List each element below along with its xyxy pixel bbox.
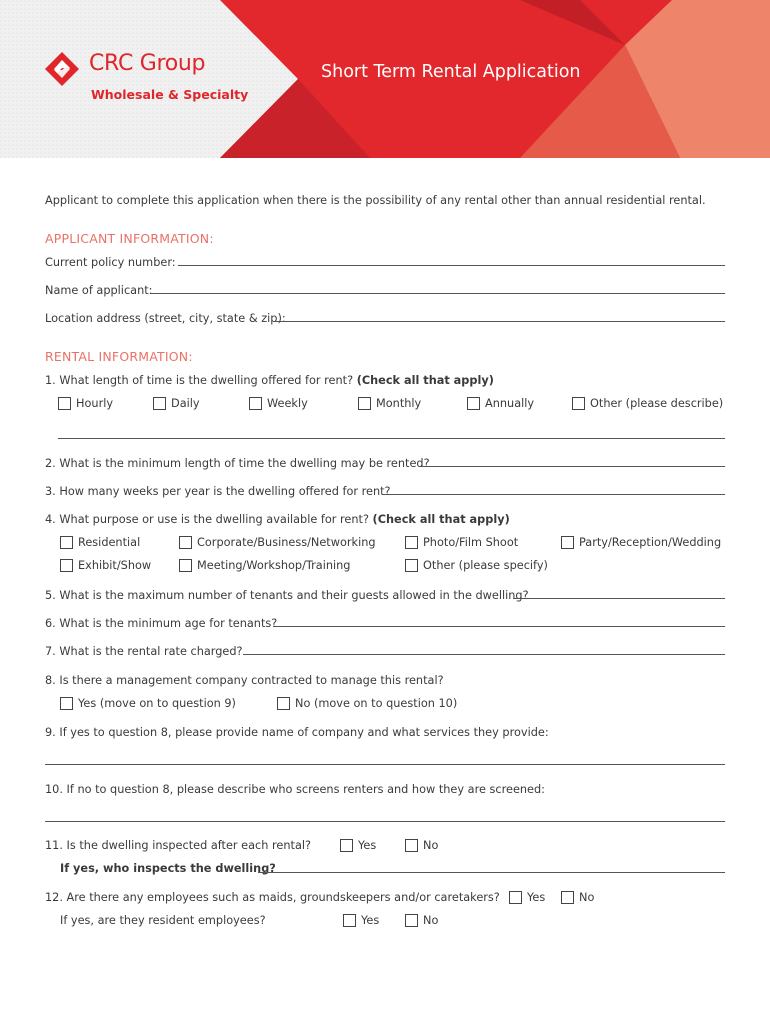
q11-text: 11. Is the dwelling inspected after each rental? (45, 839, 311, 852)
q11-yes-checkbox[interactable] (340, 839, 353, 852)
q11-inspector-field[interactable] (258, 872, 725, 873)
q1-daily-label: Daily (171, 397, 200, 410)
q2-answer-field[interactable] (419, 466, 725, 467)
applicant-name-label: Name of applicant: (45, 284, 153, 297)
q12-no-checkbox[interactable] (561, 891, 574, 904)
q4-photo-film-checkbox[interactable] (405, 536, 418, 549)
q4-corporate-label: Corporate/Business/Networking (197, 536, 376, 549)
q1-hourly-checkbox[interactable] (58, 397, 71, 410)
q10-text: 10. If no to question 8, please describe who screens renters and how they are screened: (45, 783, 545, 796)
q11-followup-text: If yes, who inspects the dwelling? (60, 862, 276, 875)
q12-text: 12. Are there any employees such as maids, groundskeepers and/or caretakers? (45, 891, 500, 904)
q9-text: 9. If yes to question 8, please provide name of company and what services they provide: (45, 726, 549, 739)
q4-other-checkbox[interactable] (405, 559, 418, 572)
q8-yes-label: Yes (move on to question 9) (78, 697, 236, 710)
q1-weekly-checkbox[interactable] (249, 397, 262, 410)
q8-no-checkbox[interactable] (277, 697, 290, 710)
q2-text: 2. What is the minimum length of time the dwelling may be rented? (45, 457, 430, 470)
q12-yes-checkbox[interactable] (509, 891, 522, 904)
q4-exhibit-label: Exhibit/Show (78, 559, 152, 572)
q4-exhibit-checkbox[interactable] (60, 559, 73, 572)
intro-text: Applicant to complete this application when there is the possibility of any rental other than annual residential rental. (45, 194, 706, 207)
q7-text: 7. What is the rental rate charged? (45, 645, 243, 658)
q4-hint: (Check all that apply) (372, 513, 510, 526)
location-address-field[interactable] (275, 321, 725, 322)
q4-text (45, 513, 510, 527)
q12-followup-text: If yes, are they resident employees? (60, 914, 266, 927)
q1-annually-label: Annually (485, 397, 535, 410)
header-banner (0, 0, 770, 158)
q3-text: 3. How many weeks per year is the dwelling offered for rent? (45, 485, 391, 498)
q4-residential-label: Residential (78, 536, 141, 549)
q1-other-description-field[interactable] (58, 438, 725, 439)
q5-text: 5. What is the maximum number of tenants and their guests allowed in the dwelling? (45, 589, 529, 602)
q1-other-checkbox[interactable] (572, 397, 585, 410)
brand-subtitle: Wholesale & Specialty (91, 87, 249, 102)
q12-resident-no-checkbox[interactable] (405, 914, 418, 927)
brand-logo (45, 51, 249, 112)
q4-question: 4. What purpose or use is the dwelling available for rent? (45, 513, 369, 526)
policy-number-label: Current policy number: (45, 256, 176, 269)
brand-name: CRC Group (89, 51, 206, 76)
q1-text (45, 374, 494, 388)
q1-other-label: Other (please describe) (590, 397, 724, 410)
q12-resident-no-label: No (423, 914, 439, 927)
q9-answer-field[interactable] (45, 764, 725, 765)
location-address-label: Location address (street, city, state & zip): (45, 312, 286, 325)
crc-logo-icon (45, 52, 79, 86)
q1-annually-checkbox[interactable] (467, 397, 480, 410)
q3-answer-field[interactable] (383, 494, 725, 495)
q1-hourly-label: Hourly (76, 397, 114, 410)
q4-meeting-label: Meeting/Workshop/Training (197, 559, 351, 572)
q11-no-checkbox[interactable] (405, 839, 418, 852)
q4-other-label: Other (please specify) (423, 559, 548, 572)
q1-daily-checkbox[interactable] (153, 397, 166, 410)
q8-text: 8. Is there a management company contracted to manage this rental? (45, 674, 444, 687)
q1-monthly-label: Monthly (376, 397, 422, 410)
q12-yes-label: Yes (527, 891, 546, 904)
q1-hint: (Check all that apply) (356, 374, 494, 387)
rental-section-heading: RENTAL INFORMATION: (45, 349, 193, 364)
q10-answer-field[interactable] (45, 821, 725, 822)
q7-answer-field[interactable] (243, 654, 725, 655)
policy-number-field[interactable] (178, 265, 725, 266)
q4-party-label: Party/Reception/Wedding (579, 536, 722, 549)
q1-weekly-label: Weekly (267, 397, 308, 410)
q12-resident-yes-label: Yes (361, 914, 380, 927)
applicant-section-heading: APPLICANT INFORMATION: (45, 231, 214, 246)
q6-answer-field[interactable] (273, 626, 725, 627)
q5-answer-field[interactable] (513, 598, 725, 599)
document-title: Short Term Rental Application (321, 62, 581, 82)
applicant-name-field[interactable] (151, 293, 725, 294)
q12-no-label: No (579, 891, 595, 904)
q11-yes-label: Yes (358, 839, 377, 852)
q8-yes-checkbox[interactable] (60, 697, 73, 710)
q4-corporate-checkbox[interactable] (179, 536, 192, 549)
q8-no-label: No (move on to question 10) (295, 697, 458, 710)
q4-party-checkbox[interactable] (561, 536, 574, 549)
q4-photo-film-label: Photo/Film Shoot (423, 536, 519, 549)
q4-residential-checkbox[interactable] (60, 536, 73, 549)
q1-monthly-checkbox[interactable] (358, 397, 371, 410)
q11-no-label: No (423, 839, 439, 852)
q6-text: 6. What is the minimum age for tenants? (45, 617, 278, 630)
q1-question: 1. What length of time is the dwelling offered for rent? (45, 374, 354, 387)
q12-resident-yes-checkbox[interactable] (343, 914, 356, 927)
q4-meeting-checkbox[interactable] (179, 559, 192, 572)
